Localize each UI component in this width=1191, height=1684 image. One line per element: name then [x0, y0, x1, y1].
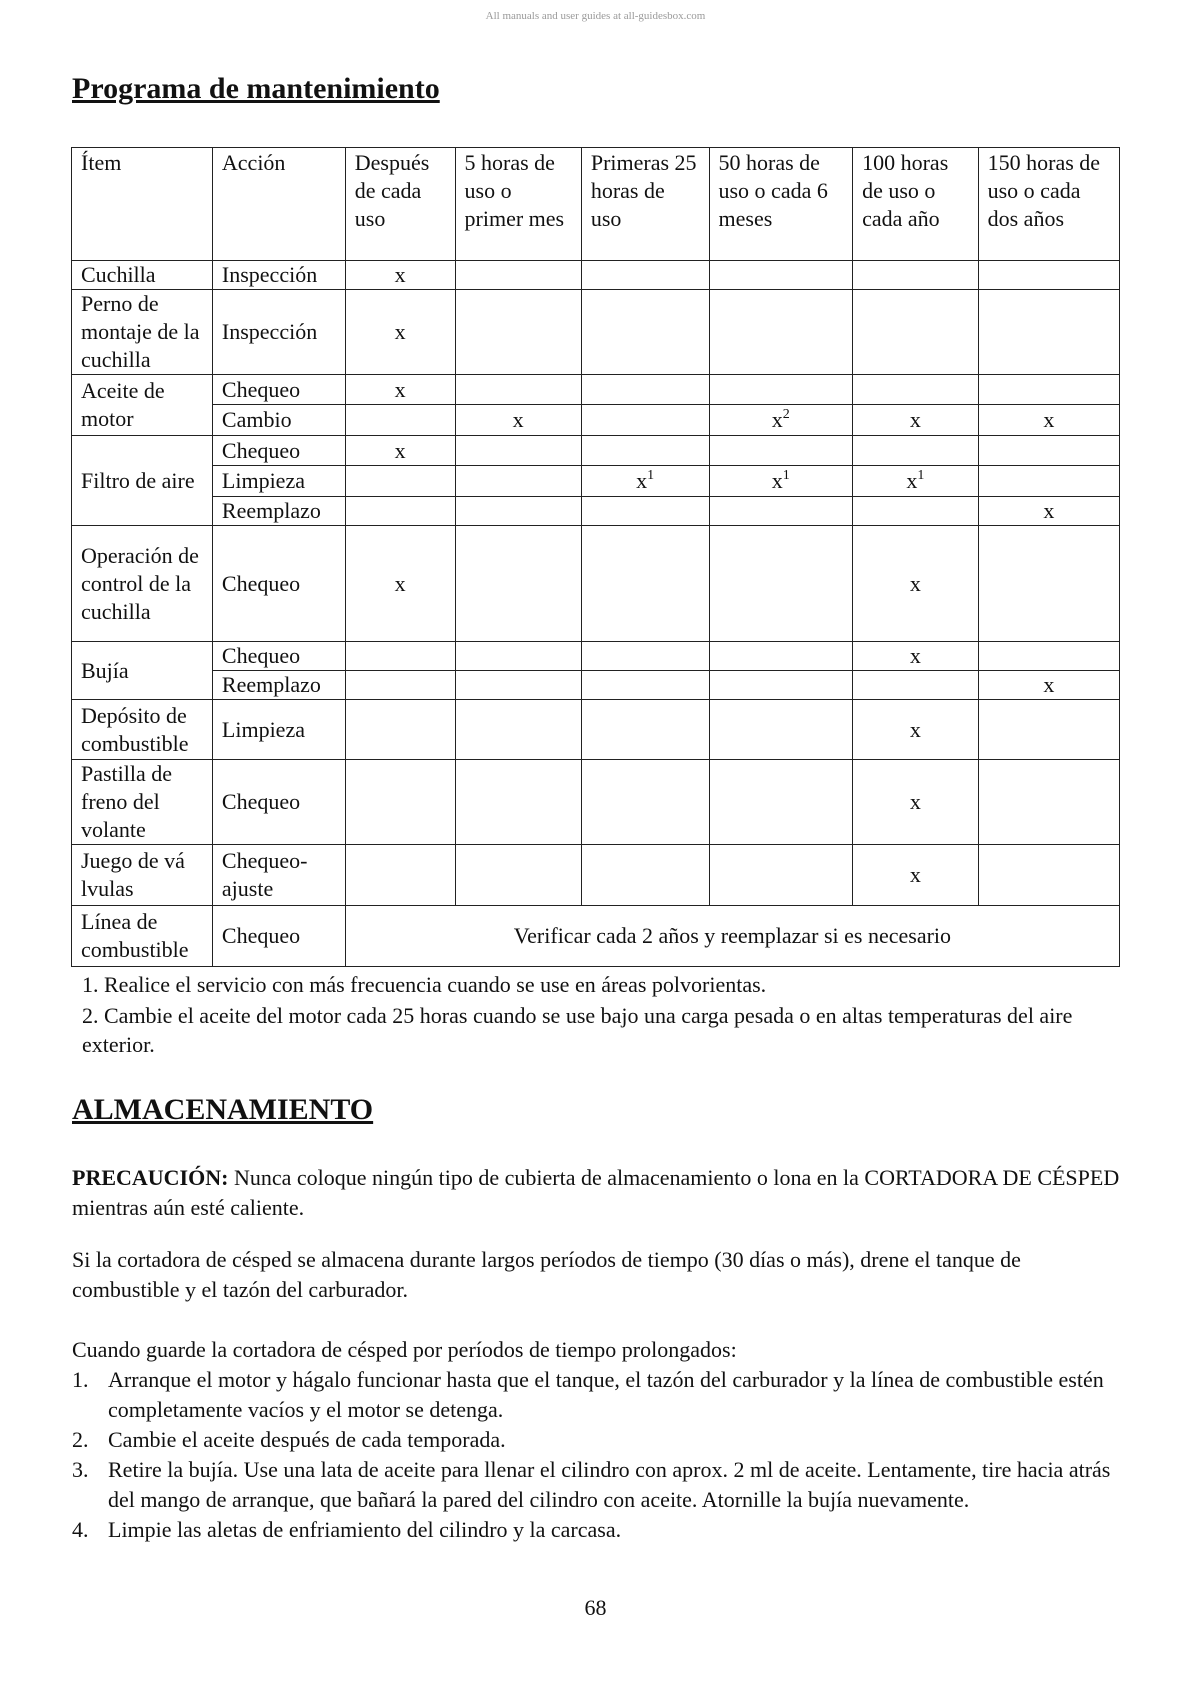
table-header-row [72, 148, 1120, 261]
header-cell: Ítem [72, 148, 213, 261]
mark-cell: x [853, 526, 979, 642]
caution-paragraph [72, 1163, 1132, 1223]
step-number: 1. [72, 1367, 89, 1392]
table-notes [82, 970, 1122, 1061]
footnote-ref: 1 [782, 468, 790, 483]
table-row [72, 760, 1120, 845]
action-cell: Chequeo [212, 375, 345, 405]
footnote-ref: 1 [917, 468, 925, 483]
mark: x [771, 407, 783, 432]
action-cell: Limpieza [212, 700, 345, 760]
action-cell: Cambio [212, 405, 345, 436]
table-row [72, 906, 1120, 967]
mark-cell: x [345, 375, 455, 405]
mark-cell: x [978, 497, 1119, 526]
note: 1. Realice el servicio con más frecuencia cuando se use en áreas polvorientas. [82, 972, 767, 997]
footnote-ref: 1 [647, 468, 655, 483]
item-cell: Cuchilla [72, 261, 213, 290]
header-cell: Acción [212, 148, 345, 261]
step-text: Arranque el motor y hágalo funcionar hasta que el tanque, el tazón del carburador y la línea de combustible estén completamente vacíos y el motor se detenga. [108, 1367, 1104, 1422]
storage-steps [72, 1365, 1132, 1545]
action-cell: Limpieza [212, 466, 345, 497]
action-cell: Reemplazo [212, 671, 345, 700]
mark-cell [853, 466, 979, 497]
item-cell: Bujía [72, 642, 213, 700]
maintenance-table [71, 147, 1120, 967]
header-cell: 150 horas de uso o cada dos años [978, 148, 1119, 261]
mark-cell [709, 466, 853, 497]
item-cell: Aceite de motor [72, 375, 213, 436]
caution-label: PRECAUCIÓN: [72, 1165, 229, 1190]
list-item [72, 1455, 1132, 1515]
mark: x [771, 468, 783, 493]
table-row [72, 290, 1120, 375]
action-cell: Chequeo [212, 906, 345, 967]
mark-cell [581, 466, 709, 497]
watermark: All manuals and user guides at all-guidesbox.com [485, 10, 706, 22]
footnote-ref: 2 [782, 407, 790, 422]
step-number: 3. [72, 1457, 89, 1482]
item-cell: Juego de vá lvulas [72, 845, 213, 906]
item-cell: Depósito de combustible [72, 700, 213, 760]
step-text: Cambie el aceite después de cada temporada. [108, 1427, 506, 1452]
action-cell: Inspección [212, 290, 345, 375]
header-cell: 5 horas de uso o primer mes [455, 148, 581, 261]
mark-cell: x [978, 405, 1119, 436]
note: 2. Cambie el aceite del motor cada 25 horas cuando se use bajo una carga pesada o en altas temperaturas del aire exterior. [82, 1003, 1073, 1057]
step-text: Limpie las aletas de enfriamiento del cilindro y la carcasa. [108, 1517, 622, 1542]
header-cell: Después de cada uso [345, 148, 455, 261]
table-row [72, 642, 1120, 671]
list-item [72, 1515, 1132, 1545]
table-row [72, 671, 1120, 700]
action-cell: Chequeo-ajuste [212, 845, 345, 906]
step-number: 4. [72, 1517, 89, 1542]
action-cell: Chequeo [212, 526, 345, 642]
step-number: 2. [72, 1427, 89, 1452]
action-cell: Chequeo [212, 642, 345, 671]
item-cell: Perno de montaje de la cuchilla [72, 290, 213, 375]
step-text: Retire la bujía. Use una lata de aceite para llenar el cilindro con aprox. 2 ml de aceite. Lentamente, tire hacia atrás del mango de arranque, que bañará la pared del cilindro con aceite. Atornille la bujía nuevamente. [108, 1457, 1111, 1512]
page-number: 68 [584, 1595, 607, 1620]
caution-text: Nunca coloque ningún tipo de cubierta de almacenamiento o lona en la CORTADORA DE CÉSPED mientras aún esté caliente. [72, 1165, 1120, 1220]
table-row [72, 261, 1120, 290]
page-title: Programa de mantenimiento [72, 72, 440, 105]
mark-cell: x [853, 845, 979, 906]
item-cell: Operación de control de la cuchilla [72, 526, 213, 642]
item-cell: Filtro de aire [72, 436, 213, 526]
table-row [72, 845, 1120, 906]
table-row [72, 700, 1120, 760]
action-cell: Inspección [212, 261, 345, 290]
mark: x [906, 468, 918, 493]
table-row [72, 466, 1120, 497]
mark-cell: x [853, 405, 979, 436]
list-item [72, 1365, 1132, 1425]
storage-paragraph: Si la cortadora de césped se almacena durante largos períodos de tiempo (30 días o más), drene el tanque de combustible y el tazón del carburador. [72, 1247, 1021, 1302]
table-row [72, 405, 1120, 436]
mark-cell: x [853, 760, 979, 845]
storage-intro: Cuando guarde la cortadora de césped por períodos de tiempo prolongados: [72, 1337, 737, 1362]
table-row [72, 497, 1120, 526]
mark-cell: x [345, 436, 455, 466]
mark-cell: x [455, 405, 581, 436]
action-cell: Reemplazo [212, 497, 345, 526]
table-row [72, 526, 1120, 642]
mark-cell: x [345, 261, 455, 290]
storage-title: ALMACENAMIENTO [72, 1093, 374, 1126]
header-cell: 50 horas de uso o cada 6 meses [709, 148, 853, 261]
action-cell: Chequeo [212, 760, 345, 845]
mark-cell: x [978, 671, 1119, 700]
table-row [72, 375, 1120, 405]
mark-cell [709, 405, 853, 436]
mark-cell: x [853, 700, 979, 760]
list-item [72, 1425, 1132, 1455]
action-cell: Chequeo [212, 436, 345, 466]
mark: x [636, 468, 648, 493]
item-cell: Línea de combustible [72, 906, 213, 967]
linea-note-cell: Verificar cada 2 años y reemplazar si es necesario [345, 906, 1119, 967]
header-cell: Primeras 25 horas de uso [581, 148, 709, 261]
table-row [72, 436, 1120, 466]
mark-cell: x [345, 526, 455, 642]
item-cell: Pastilla de freno del volante [72, 760, 213, 845]
header-cell: 100 horas de uso o cada año [853, 148, 979, 261]
mark-cell: x [853, 642, 979, 671]
mark-cell: x [345, 290, 455, 375]
